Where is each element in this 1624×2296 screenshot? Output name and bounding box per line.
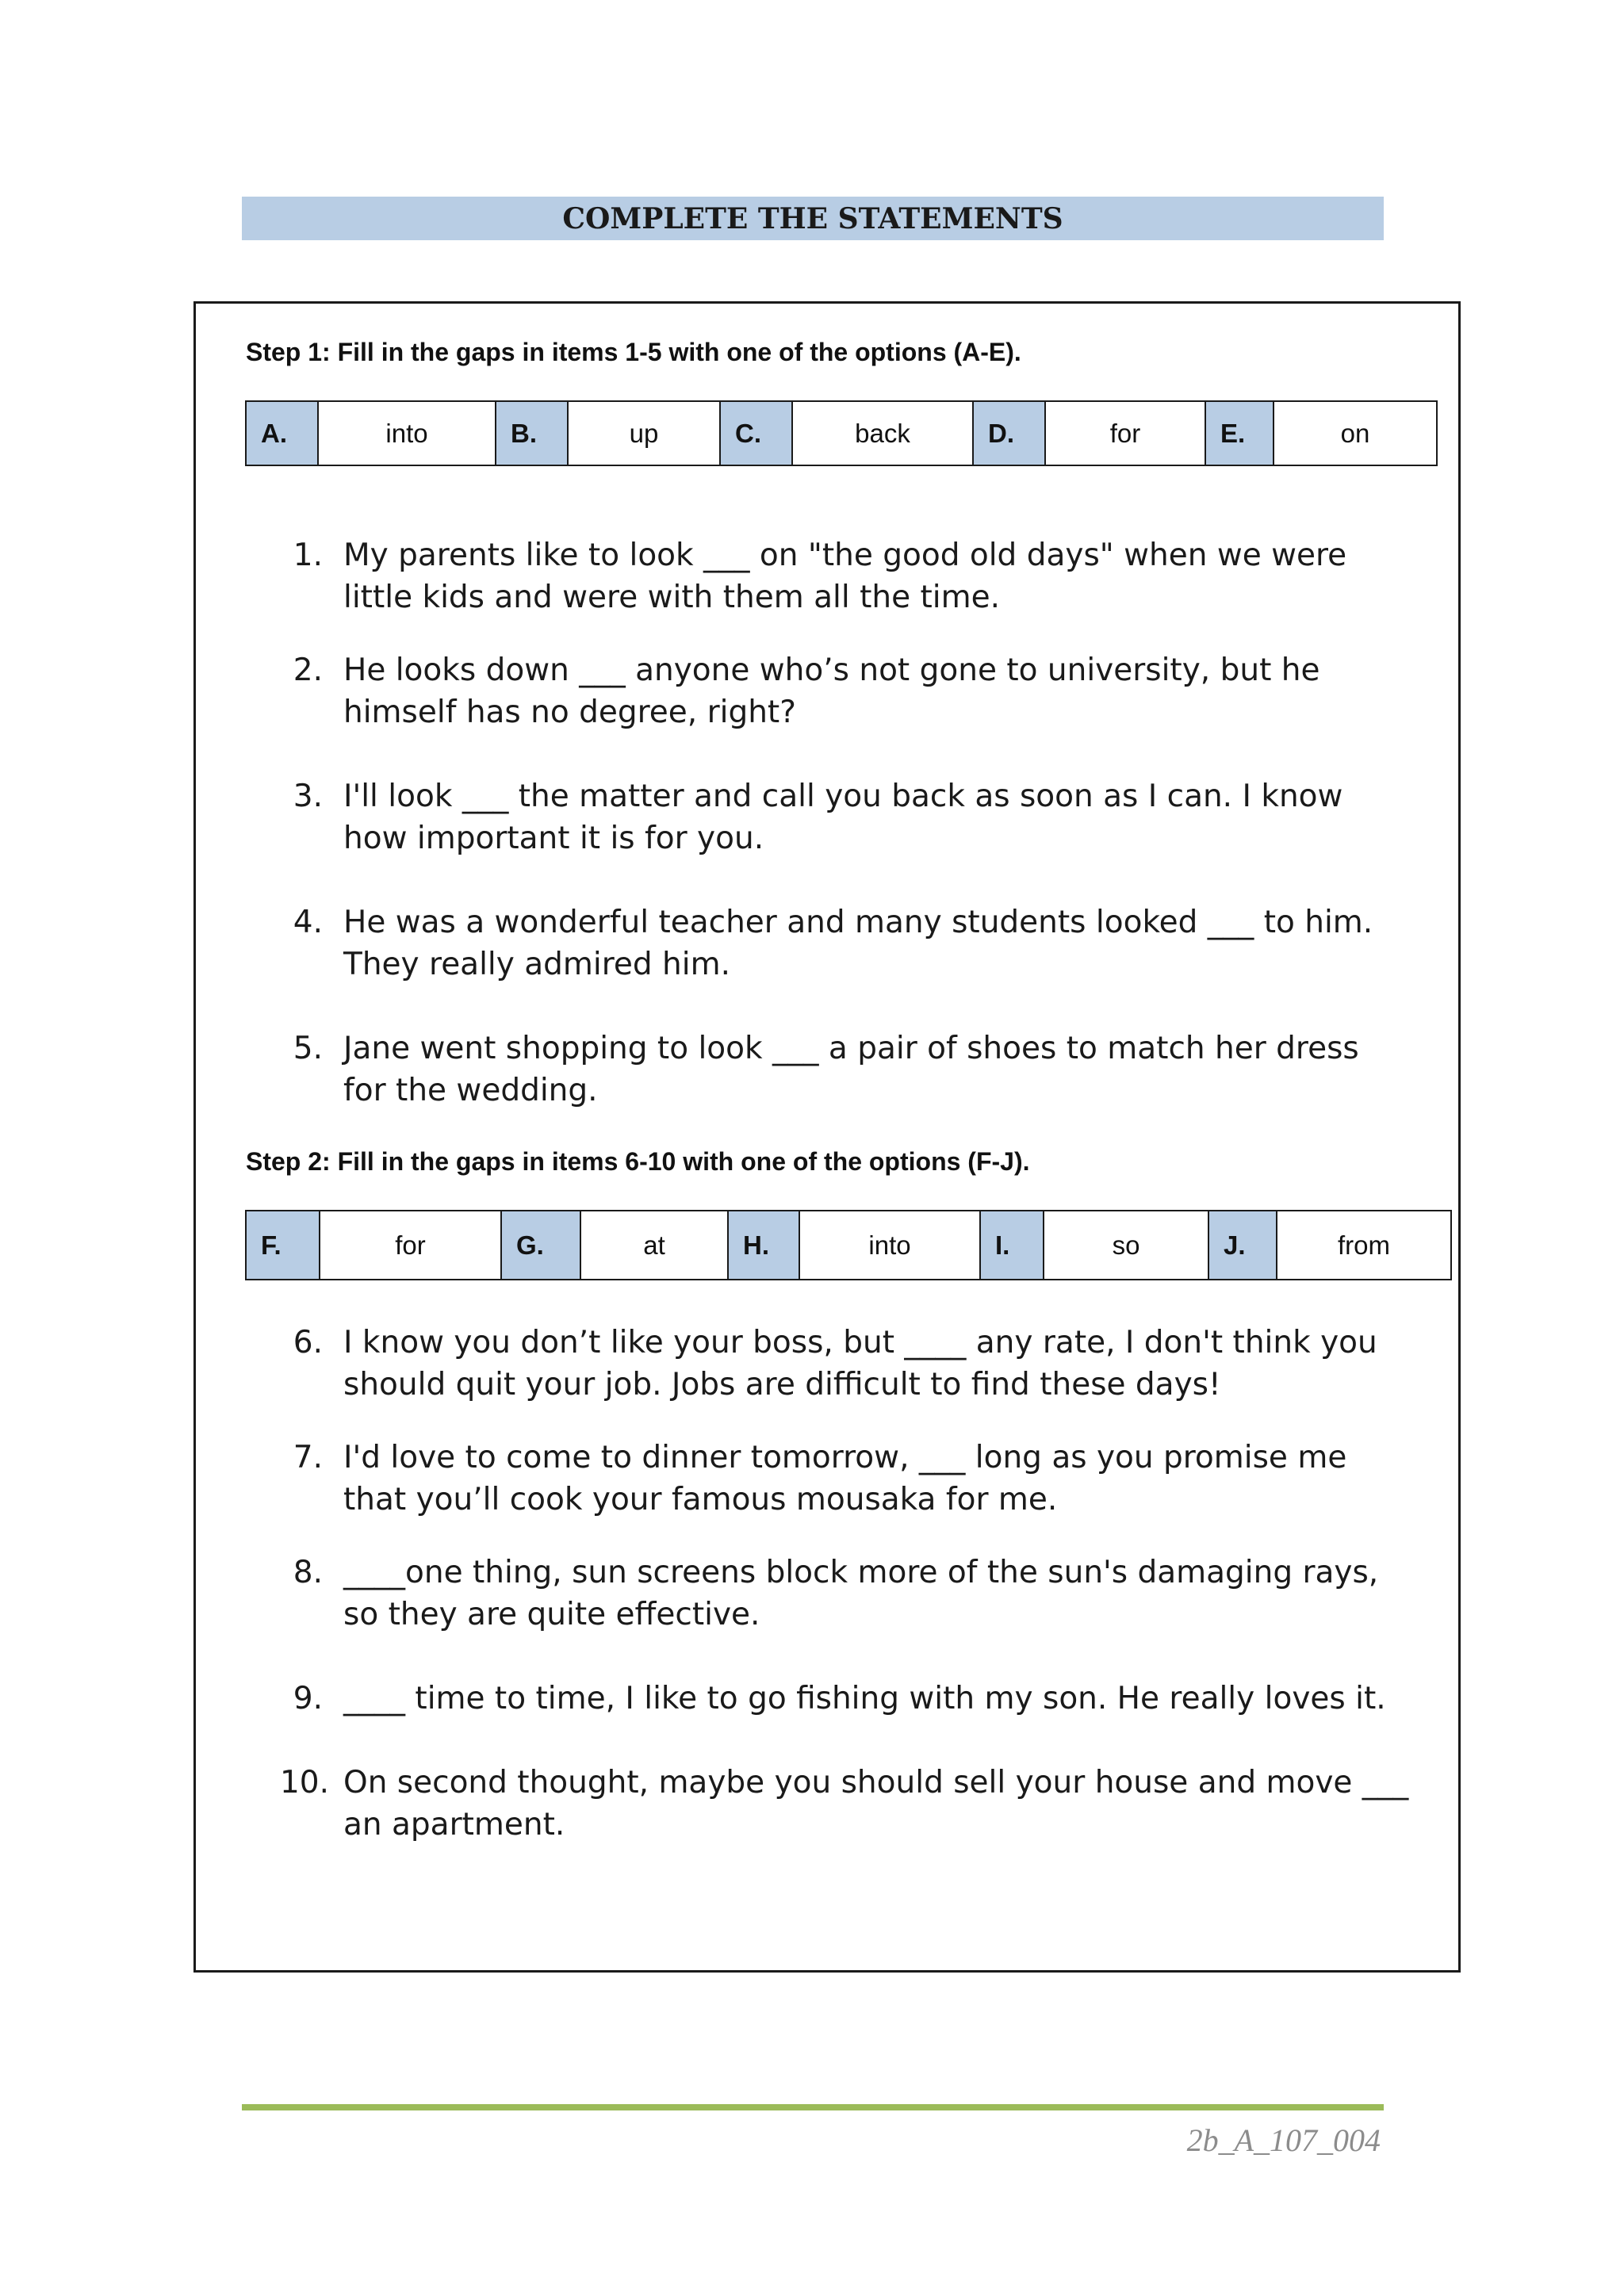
page-title: COMPLETE THE STATEMENTS: [562, 201, 1063, 235]
option-key: J.: [1208, 1211, 1277, 1280]
question-item-6: [274, 1322, 1377, 1406]
option-word: for: [1045, 401, 1205, 465]
question-text-line: I'd love to come to dinner tomorrow, ___ long as you promise me: [343, 1440, 1347, 1475]
option-key: C.: [720, 401, 792, 465]
option-word: so: [1044, 1211, 1208, 1280]
options-row: [246, 1211, 1451, 1280]
step1-options-table: [245, 400, 1438, 466]
question-item-5: [274, 1027, 1359, 1112]
step2-options-table: [245, 1210, 1452, 1280]
question-text-line: I know you don’t like your boss, but ____ any rate, I don't think you: [343, 1325, 1377, 1360]
question-text-line: should quit your job. Jobs are difficult to find these days!: [343, 1367, 1221, 1402]
option-word: for: [320, 1211, 501, 1280]
question-item-2: [274, 649, 1320, 733]
question-text-line: an apartment.: [343, 1807, 565, 1843]
question-number: 7.: [293, 1440, 323, 1475]
question-text-line: so they are quite effective.: [343, 1597, 760, 1632]
option-key: E.: [1205, 401, 1274, 465]
option-word: at: [580, 1211, 728, 1280]
question-text-line: On second thought, maybe you should sell your house and move ___: [343, 1765, 1409, 1800]
option-key: D.: [973, 401, 1045, 465]
footer-rule: [242, 2104, 1384, 2110]
option-word: from: [1277, 1211, 1451, 1280]
question-item-10: [274, 1762, 1408, 1846]
option-word: on: [1274, 401, 1437, 465]
question-text-line: how important it is for you.: [343, 821, 764, 856]
question-item-8: [274, 1552, 1378, 1636]
question-item-4: [274, 901, 1373, 985]
question-number: 4.: [293, 905, 323, 940]
question-text-line: He was a wonderful teacher and many students looked ___ to him.: [343, 905, 1373, 940]
step1-instruction: Step 1: Fill in the gaps in items 1-5 with one of the options (A-E).: [246, 338, 1021, 366]
question-text-line: ____one thing, sun screens block more of the sun's damaging rays,: [343, 1555, 1379, 1590]
question-item-7: [274, 1437, 1346, 1521]
question-text-line: little kids and were with them all the time.: [343, 580, 1001, 615]
question-number: 9.: [293, 1681, 323, 1716]
question-text-line: They really admired him.: [343, 947, 730, 982]
question-number: 1.: [293, 538, 323, 573]
option-key: H.: [728, 1211, 799, 1280]
question-number: 3.: [293, 779, 323, 814]
question-text-line: for the wedding.: [343, 1073, 598, 1108]
option-key: F.: [246, 1211, 320, 1280]
question-text-line: He looks down ___ anyone who’s not gone to university, but he: [343, 652, 1320, 688]
question-number: 8.: [293, 1555, 323, 1590]
option-key: G.: [501, 1211, 580, 1280]
option-key: A.: [246, 401, 318, 465]
question-text-line: ____ time to time, I like to go fishing with my son. He really loves it.: [343, 1681, 1386, 1716]
step2-instruction: Step 2: Fill in the gaps in items 6-10 with one of the options (F-J).: [246, 1147, 1030, 1176]
question-text-line: that you’ll cook your famous mousaka for me.: [343, 1482, 1058, 1517]
title-banner: [242, 197, 1384, 240]
options-row: [246, 401, 1437, 465]
option-word: into: [318, 401, 496, 465]
question-number: 6.: [293, 1325, 323, 1360]
question-text-line: My parents like to look ___ on "the good old days" when we were: [343, 538, 1347, 573]
option-word: back: [792, 401, 973, 465]
question-item-3: [274, 775, 1342, 859]
question-item-1: [274, 534, 1346, 618]
document-code: 2b_A_107_004: [1186, 2122, 1381, 2158]
question-number: 10.: [279, 1765, 329, 1800]
option-key: B.: [496, 401, 568, 465]
question-text-line: Jane went shopping to look ___ a pair of shoes to match her dress: [343, 1031, 1359, 1066]
question-text-line: I'll look ___ the matter and call you back as soon as I can. I know: [343, 779, 1343, 814]
question-text-line: himself has no degree, right?: [343, 695, 796, 730]
question-number: 2.: [293, 652, 323, 688]
option-key: I.: [980, 1211, 1044, 1280]
question-number: 5.: [293, 1031, 323, 1066]
option-word: into: [799, 1211, 980, 1280]
option-word: up: [568, 401, 720, 465]
question-item-9: [274, 1678, 1386, 1720]
